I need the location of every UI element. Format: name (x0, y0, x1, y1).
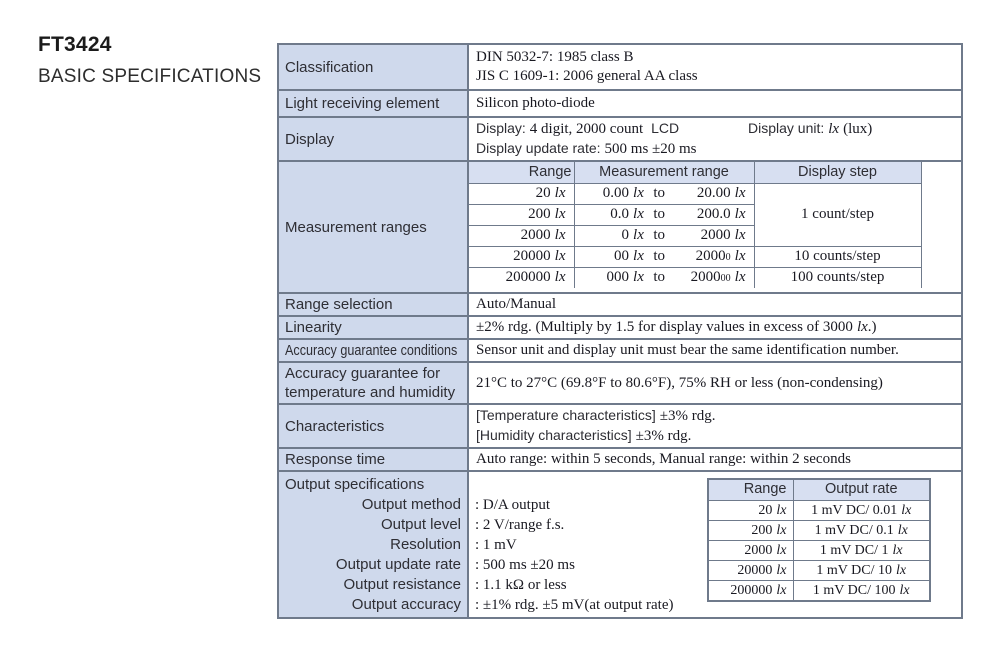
measurement-row: 20 lx 0.00 lx to 20.00 lx 1 count/step (469, 183, 921, 204)
label-range-selection: Range selection (279, 294, 469, 315)
display-spec-line: Display: 4 digit, 2000 count LCD Display unit: lx (lux) (476, 120, 873, 137)
row-range-selection (279, 292, 961, 315)
product-code: FT3424 (38, 33, 112, 56)
value-accuracy-conditions: Sensor unit and display unit must bear the same identification number. (476, 342, 899, 358)
label-classification: Classification (279, 45, 469, 89)
spec-table (277, 43, 963, 619)
display-unit: Display unit: lx (lux) (748, 120, 873, 137)
row-accuracy-conditions (279, 338, 961, 361)
label-characteristics: Characteristics (279, 405, 469, 447)
row-display (279, 116, 961, 160)
display-rate-line: Display update rate: 500 ms ±20 ms (476, 140, 697, 157)
output-rate-header-row (708, 479, 930, 500)
row-response-time (279, 447, 961, 470)
row-characteristics (279, 403, 961, 447)
value-accuracy-temp-humidity: 21°C to 27°C (69.8°F to 80.6°F), 75% RH or less (non-condensing) (476, 374, 883, 391)
title-block (38, 33, 261, 88)
measurement-row: 20000 lx 00 lx to 20000 lx 10 counts/step (469, 246, 921, 267)
display-step-merged: 1 count/step (754, 183, 921, 246)
measurement-row: 200000 lx 000 lx to 200000 lx 100 counts/step (469, 267, 921, 288)
col-header-measurement-range: Measurement range (574, 162, 754, 183)
col-header-output-range: Range (708, 479, 793, 500)
characteristics-line1: [Temperature characteristics] ±3% rdg. (476, 407, 716, 424)
value-characteristics (469, 405, 961, 447)
col-header-output-rate: Output rate (793, 479, 930, 500)
measurement-header-row (469, 162, 921, 183)
classification-line1: DIN 5032-7: 1985 class B (476, 49, 634, 65)
page-title: BASIC SPECIFICATIONS (38, 66, 262, 87)
output-rate-row: 200000 lx 1 mV DC/ 100 lx (708, 580, 930, 601)
row-measurement-ranges (279, 160, 961, 292)
label-measurement-ranges: Measurement ranges (279, 162, 469, 292)
label-accuracy-temp-humidity: Accuracy guarantee for temperature and humidity (279, 363, 469, 403)
characteristics-line2: [Humidity characteristics] ±3% rdg. (476, 427, 692, 444)
label-display: Display (279, 118, 469, 160)
label-accuracy-conditions: Accuracy guarantee conditions (279, 340, 469, 361)
output-rate-table (707, 478, 931, 602)
output-rate-row: 200 lx 1 mV DC/ 0.1 lx (708, 520, 930, 540)
value-measurement-ranges (469, 162, 961, 292)
output-rate-row: 20 lx 1 mV DC/ 0.01 lx (708, 500, 930, 520)
row-classification (279, 45, 961, 89)
row-linearity (279, 315, 961, 338)
measurement-row: 2000 lx 0 lx to 2000 lx (469, 225, 921, 246)
label-output-specifications: Output specifications Output method Output level Resolution Output update rate Output resistance Output accuracy (279, 472, 469, 617)
row-output-specifications (279, 470, 961, 617)
label-light-element: Light receiving element (279, 91, 469, 116)
value-classification (469, 45, 961, 89)
row-light-element (279, 89, 961, 116)
label-response-time: Response time (279, 449, 469, 470)
output-rate-row: 2000 lx 1 mV DC/ 1 lx (708, 540, 930, 560)
classification-line2: JIS C 1609-1: 2006 general AA class (476, 68, 698, 84)
value-light-element: Silicon photo-diode (476, 95, 595, 111)
value-output-specifications: : D/A output : 2 V/range f.s. : 1 mV : 500 ms ±20 ms : 1.1 kΩ or less : ±1% rdg. ±5 mV(at output rate) Range Output rate 20 lx 1 mV DC/ 0.01 lx 200 lx 1 mV DC/ 0.1 lx 2000 lx 1 mV DC/ 1 lx 20000 lx 1 mV DC/ 10 lx 200000 lx 1 mV DC/ 100 lx (469, 472, 961, 617)
value-response-time: Auto range: within 5 seconds, Manual range: within 2 seconds (476, 451, 851, 467)
value-display (469, 118, 961, 160)
value-range-selection: Auto/Manual (476, 296, 556, 312)
measurement-table (469, 162, 922, 288)
measurement-row: 200 lx 0.0 lx to 200.0 lx (469, 204, 921, 225)
row-accuracy-temp-humidity (279, 361, 961, 403)
output-rate-row: 20000 lx 1 mV DC/ 10 lx (708, 560, 930, 580)
col-header-range: Range (469, 162, 574, 183)
col-header-display-step: Display step (754, 162, 921, 183)
value-linearity: ±2% rdg. (Multiply by 1.5 for display values in excess of 3000 lx.) (476, 319, 877, 335)
label-linearity: Linearity (279, 317, 469, 338)
